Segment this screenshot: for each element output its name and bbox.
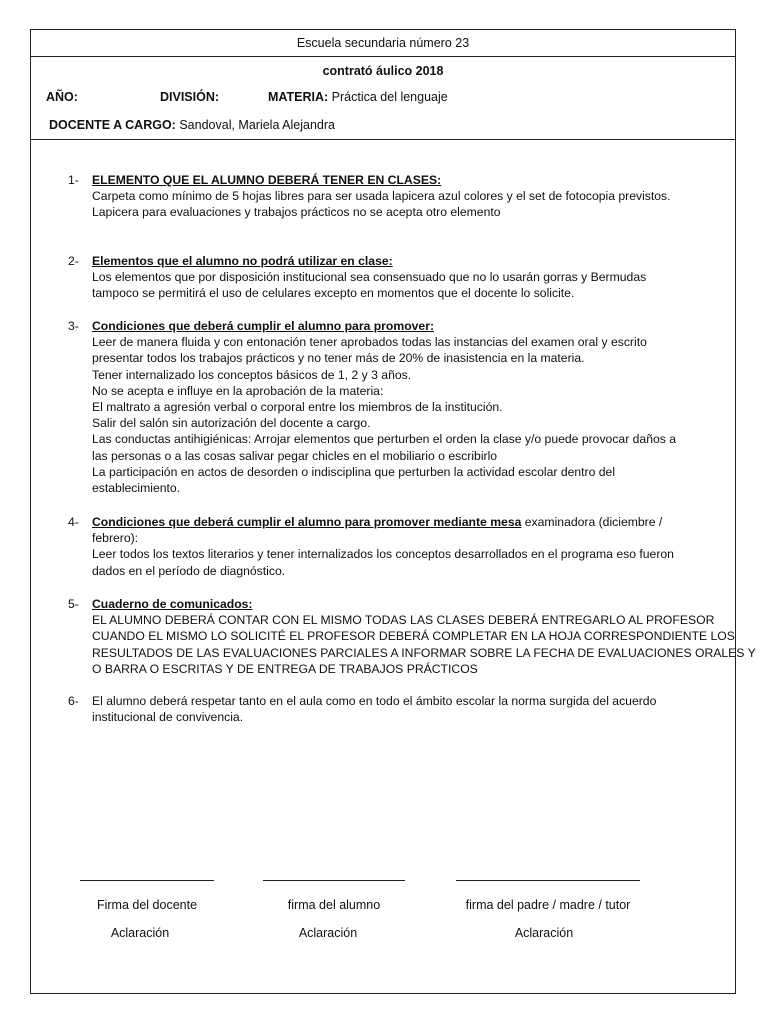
contract-title: contrató áulico 2018 <box>322 64 444 78</box>
item-heading-tail: examinadora (diciembre / <box>521 515 663 529</box>
teacher-value: Sandoval, Mariela Alejandra <box>179 118 335 132</box>
item-heading: Cuaderno de comunicados: <box>92 597 253 611</box>
clarification-teacher: Aclaración <box>110 926 170 940</box>
item-line: febrero): <box>92 531 139 546</box>
item-line: Tener internalizado los conceptos básicos de 1, 2 y 3 años. <box>92 367 412 382</box>
item-line: Las conductas antihigiénicas: Arrojar elementos que perturben el orden la clase y/o puede provocar daños a <box>92 432 677 447</box>
clarification-student: Aclaración <box>298 926 358 940</box>
signature-label-student: firma del alumno <box>287 898 381 912</box>
item-line: institucional de convivencia. <box>92 710 244 725</box>
signature-line-teacher <box>80 880 214 881</box>
clarification-parent: Aclaración <box>514 926 574 940</box>
signature-label-parent: firma del padre / madre / tutor <box>465 898 631 912</box>
item-line: Leer de manera fluida y con entonación tener aprobados todas las instancias del examen oral y escrito <box>92 335 647 350</box>
item-heading: Condiciones que deberá cumplir el alumno para promover: <box>92 319 434 333</box>
item-line: O BARRA O ESCRITAS Y DE ENTREGA DE TRABAJOS PRÁCTICOS <box>92 661 478 676</box>
item-heading: Elementos que el alumno no podrá utilizar en clase: <box>92 254 393 268</box>
item-number: 4- <box>68 515 79 529</box>
item-number: 5- <box>68 597 79 611</box>
item-line: Carpeta como mínimo de 5 hojas libres para ser usada lapicera azul colores y el set de fotocopia previstos. <box>92 189 671 204</box>
teacher-field <box>49 117 335 133</box>
item-line: EL ALUMNO DEBERÁ CONTAR CON EL MISMO TODAS LAS CLASES DEBERÁ ENTREGARLO AL PROFESOR <box>92 613 715 628</box>
item-line: Leer todos los textos literarios y tener internalizados los conceptos desarrollados en el programa eso fueron <box>92 547 674 562</box>
item-number: 3- <box>68 319 79 333</box>
item-line: Lapicera para evaluaciones y trabajos prácticos no se acepta otro elemento <box>92 205 501 220</box>
item-line: RESULTADOS DE LAS EVALUACIONES PARCIALES A INFORMAR SOBRE LA FECHA DE EVALUACIONES ORALES Y <box>92 645 756 660</box>
item-number: 1- <box>68 173 79 187</box>
item-line: las personas o a las cosas salivar pegar chicles en el mobiliario o escribirlo <box>92 448 498 463</box>
subject-value: Práctica del lenguaje <box>331 90 448 104</box>
item-heading: Condiciones que deberá cumplir el alumno para promover mediante mesa <box>92 515 522 529</box>
school-name: Escuela secundaria número 23 <box>296 36 470 50</box>
header-divider <box>30 139 736 140</box>
item-line: No se acepta e influye en la aprobación de la materia: <box>92 383 384 398</box>
item-line: El alumno deberá respetar tanto en el aula como en todo el ámbito escolar la norma surgida del acuerdo <box>92 694 657 708</box>
item-line: La participación en actos de desorden o indisciplina que perturben la actividad escolar dentro del <box>92 464 616 479</box>
division-label: DIVISIÓN: <box>160 90 220 104</box>
item-line: Salir del salón sin autorización del docente a cargo. <box>92 416 371 431</box>
signature-line-student <box>263 880 405 881</box>
subject-label: MATERIA: <box>268 90 329 104</box>
teacher-label: DOCENTE A CARGO: <box>49 118 176 132</box>
subject-field <box>268 89 448 105</box>
item-line: CUANDO EL MISMO LO SOLICITÉ EL PROFESOR DEBERÁ COMPLETAR EN LA HOJA CORRESPONDIENTE LOS <box>92 629 735 644</box>
item-line: establecimiento. <box>92 481 181 496</box>
item-line: El maltrato a agresión verbal o corporal entre los miembros de la institución. <box>92 400 503 415</box>
item-heading: ELEMENTO QUE EL ALUMNO DEBERÁ TENER EN CLASES: <box>92 173 442 187</box>
item-line: dados en el período de diagnóstico. <box>92 563 286 578</box>
item-line: presentar todos los trabajos prácticos y no tener más de 20% de inasistencia en la materia. <box>92 351 585 366</box>
signature-label-teacher: Firma del docente <box>96 898 198 912</box>
item-line: Los elementos que por disposición institucional sea consensuado que no lo usarán gorras y Bermudas <box>92 270 647 285</box>
item-line: tampoco se permitirá el uso de celulares excepto en momentos que el docente lo solicite. <box>92 286 575 301</box>
item-number: 6- <box>68 694 79 708</box>
item-number: 2- <box>68 254 79 268</box>
year-label: AÑO: <box>46 90 78 104</box>
signature-line-parent <box>456 880 640 881</box>
header-divider <box>30 56 736 57</box>
